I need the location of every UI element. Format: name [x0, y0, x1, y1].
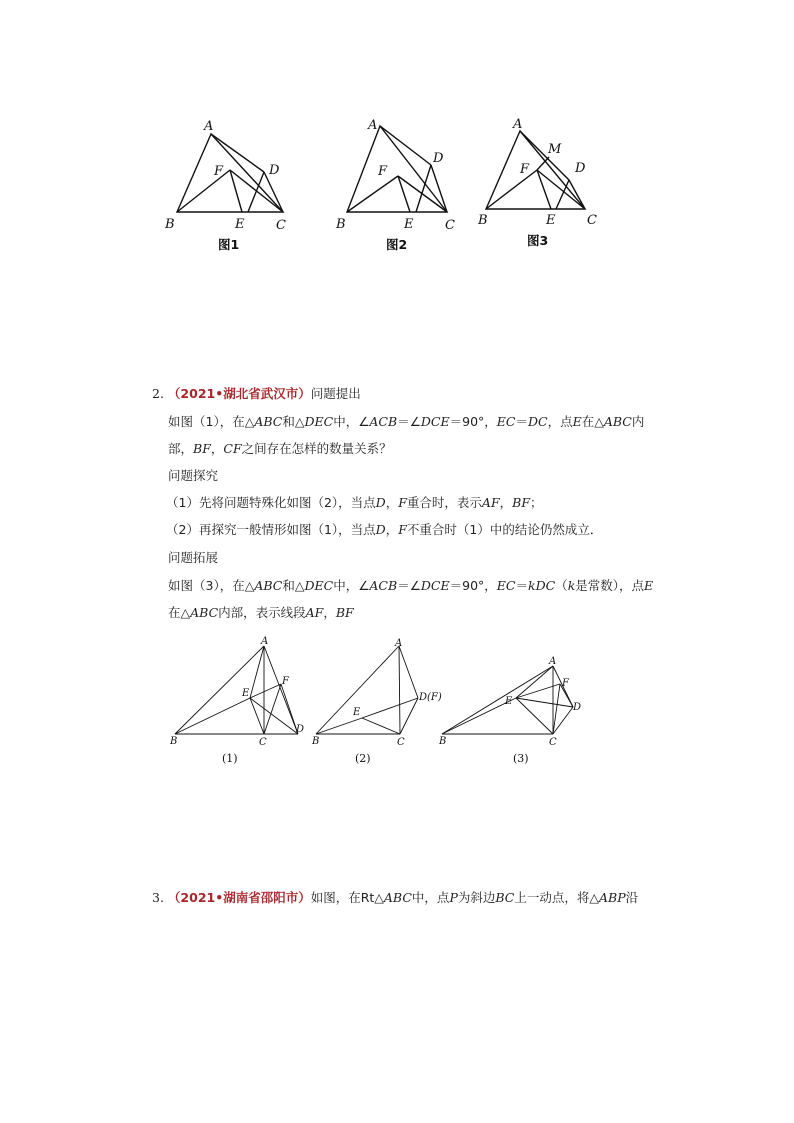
problem-2-figure-1: [168, 636, 313, 771]
svg-text:F: F: [562, 678, 569, 689]
svg-text:D: D: [296, 724, 305, 735]
svg-text:A: A: [549, 656, 557, 667]
svg-text:B: B: [170, 736, 178, 747]
svg-text:B: B: [439, 736, 447, 747]
problem-source: （2021•湖北省武汉市）: [167, 386, 311, 401]
problem-2-figure-2: [306, 636, 451, 771]
svg-text:E: E: [353, 707, 361, 718]
problem-2-step-2: （2）再探究一般情形如图（1），当点D，F不重合时（1）中的结论仍然成立．: [166, 522, 603, 537]
svg-text:E: E: [505, 696, 513, 707]
problem-3-line-1: 3. （2021•湖南省邵阳市）如图，在Rt△ABC中，点P为斜边BC上一动点，将△ABP沿: [152, 890, 639, 905]
label-e: E: [546, 213, 556, 228]
svg-text:(2): (2): [355, 752, 371, 765]
label-c: C: [276, 218, 286, 233]
figure-caption: 图1: [218, 237, 240, 252]
top-figure-1: [160, 112, 300, 257]
svg-text:D(F): D(F): [419, 692, 442, 703]
section-heading: 问题提出: [310, 386, 361, 401]
problem-2-header: [152, 386, 361, 402]
label-f: F: [214, 164, 224, 179]
label-d: D: [433, 151, 444, 166]
label-b: B: [336, 217, 346, 232]
label-d: D: [575, 161, 586, 176]
svg-text:C: C: [549, 737, 557, 748]
problem-2-ext-line-1: 如图（3），在△ABC和△DEC中，∠ACB＝∠DCE＝90°，EC＝kDC（k是常数），点E: [168, 578, 654, 593]
figure-caption: 图2: [386, 237, 408, 252]
label-e: E: [235, 217, 245, 232]
label-e: E: [404, 217, 414, 232]
label-m: M: [548, 142, 562, 157]
problem-2-line-1: 如图（1），在△ABC和△DEC中，∠ACB＝∠DCE＝90°，EC＝DC，点E在△ABC内: [168, 414, 645, 429]
svg-text:F: F: [282, 676, 289, 687]
label-c: C: [445, 218, 455, 233]
svg-text:(3): (3): [513, 752, 529, 765]
label-f: F: [520, 162, 530, 177]
problem-source: （2021•湖南省邵阳市）: [167, 890, 311, 905]
label-c: C: [587, 213, 597, 228]
label-b: B: [478, 213, 488, 228]
svg-text:B: B: [312, 736, 320, 747]
label-a: A: [368, 118, 378, 133]
figure-caption: 图3: [527, 233, 549, 248]
top-figure-3: [472, 112, 612, 257]
svg-text:A: A: [395, 638, 403, 649]
svg-text:(1): (1): [222, 752, 238, 765]
problem-number: 3.: [152, 890, 164, 905]
problem-2-figure-3: [436, 652, 596, 772]
svg-text:A: A: [261, 636, 269, 647]
subsection-title-extend: 问题拓展: [168, 550, 219, 565]
subsection-title-explore: 问题探究: [168, 468, 219, 483]
svg-text:C: C: [259, 737, 267, 748]
label-f: F: [378, 164, 388, 179]
svg-text:E: E: [242, 688, 250, 699]
problem-2-step-1: （1）先将问题特殊化如图（2），当点D，F重合时，表示AF，BF；: [166, 495, 543, 510]
problem-2-line-2: 部，BF，CF之间存在怎样的数量关系？: [168, 441, 392, 456]
label-d: D: [269, 163, 280, 178]
svg-text:D: D: [573, 702, 582, 713]
problem-number: 2.: [152, 386, 164, 401]
label-a: A: [513, 117, 523, 132]
top-figure-2: [330, 112, 470, 257]
label-a: A: [204, 119, 214, 134]
problem-2-ext-line-2: 在△ABC内部，表示线段AF，BF: [168, 605, 354, 620]
label-b: B: [165, 217, 175, 232]
svg-text:C: C: [397, 737, 405, 748]
